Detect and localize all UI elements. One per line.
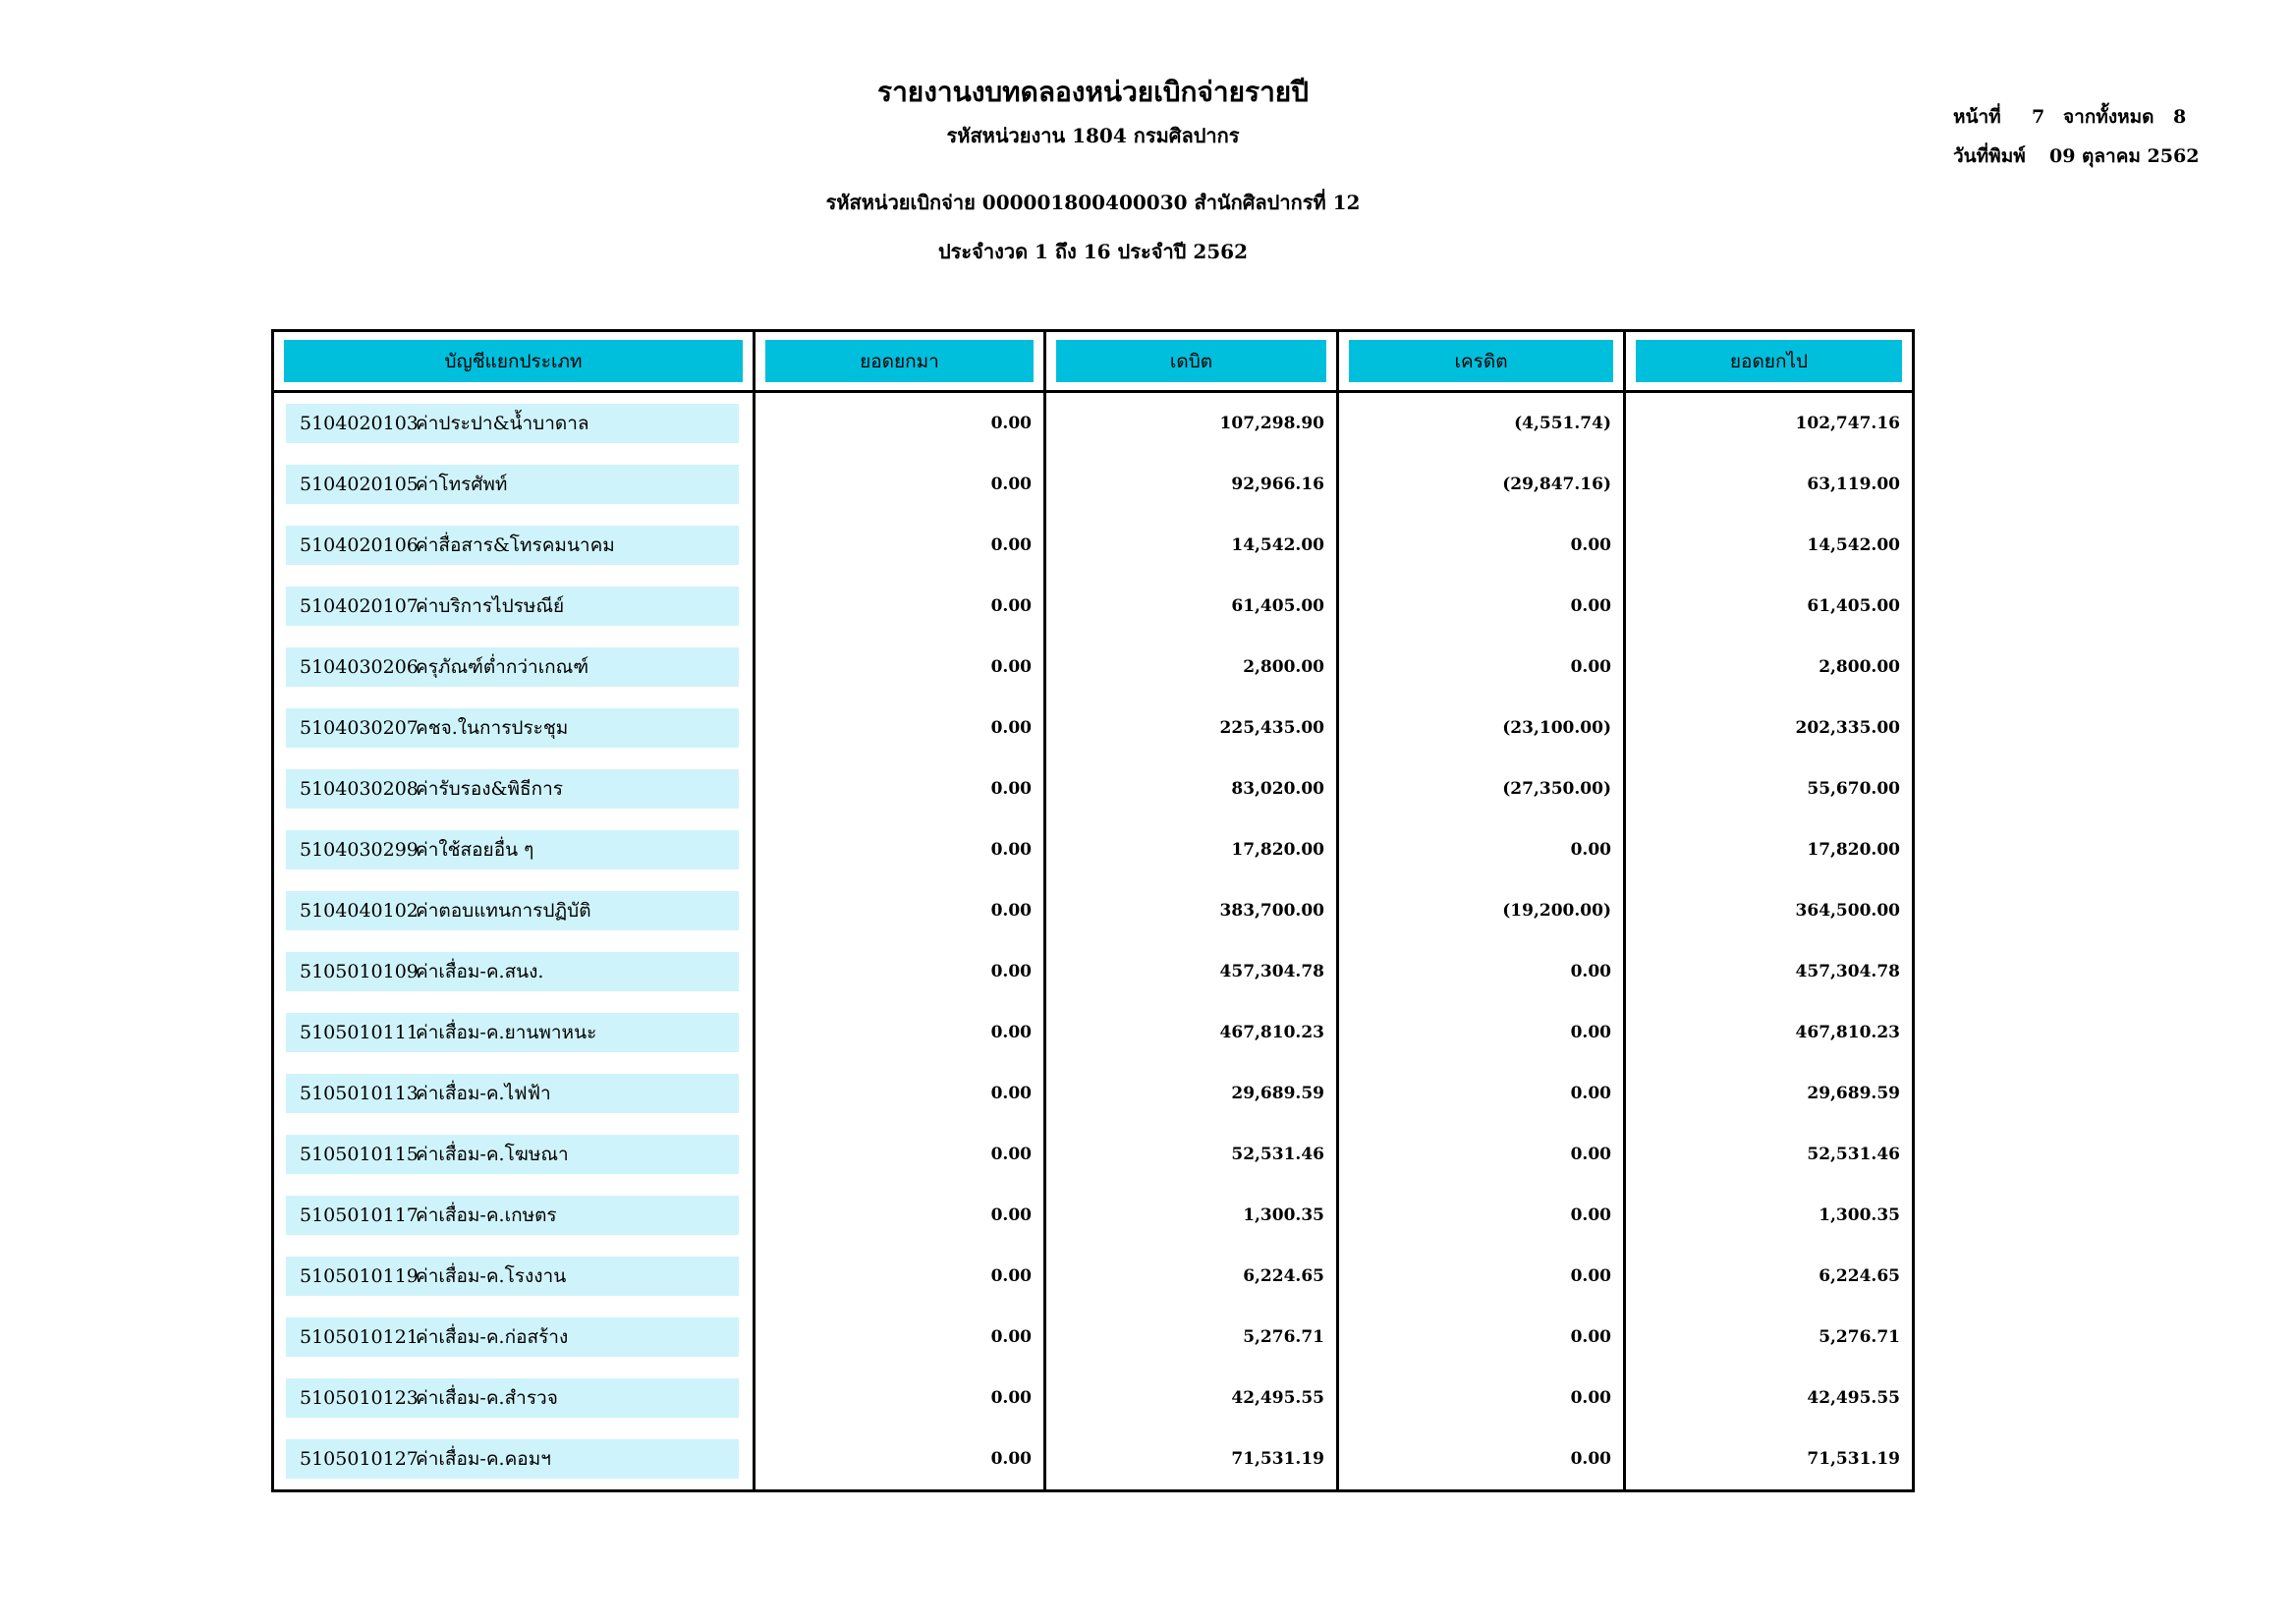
account-code: 5105010127 — [300, 1448, 419, 1470]
carried-forward-value: 17,820.00 — [1623, 819, 1912, 880]
account-code: 5105010115 — [300, 1144, 419, 1165]
column-header-credit: เครดิต — [1349, 340, 1613, 382]
account-name: ค่าโทรศัพท์ — [416, 474, 508, 495]
total-pages: 8 — [2173, 106, 2187, 128]
credit-value: (27,350.00) — [1336, 758, 1623, 819]
account-band — [286, 1317, 739, 1357]
carried-forward-value: 55,670.00 — [1623, 758, 1912, 819]
carried-forward-value: 102,747.16 — [1623, 393, 1912, 454]
debit-value: 457,304.78 — [1043, 941, 1336, 1002]
carried-forward-value: 42,495.55 — [1623, 1368, 1912, 1428]
carried-forward-value: 1,300.35 — [1623, 1185, 1912, 1246]
account-name: ค่าประปา&น้ำบาดาล — [416, 413, 589, 434]
brought-forward-value: 0.00 — [753, 1428, 1043, 1489]
credit-value: (29,847.16) — [1336, 454, 1623, 515]
account-code: 5105010121 — [300, 1326, 419, 1348]
debit-value: 83,020.00 — [1043, 758, 1336, 819]
print-date: 09 ตุลาคม 2562 — [2049, 145, 2200, 167]
account-name: ค่าตอบแทนการปฏิบัติ — [416, 900, 591, 922]
account-band — [286, 1257, 739, 1296]
carried-forward-value: 63,119.00 — [1623, 454, 1912, 515]
debit-value: 5,276.71 — [1043, 1307, 1336, 1368]
carried-forward-value: 6,224.65 — [1623, 1246, 1912, 1307]
column-header-brought-forward: ยอดยกมา — [765, 340, 1034, 382]
brought-forward-value: 0.00 — [753, 1063, 1043, 1124]
credit-value: 0.00 — [1336, 637, 1623, 698]
account-code: 5104040102 — [300, 900, 419, 922]
credit-value: 0.00 — [1336, 1428, 1623, 1489]
account-band — [286, 465, 739, 504]
account-code: 5104020105 — [300, 474, 419, 495]
period-line: ประจำงวด 1 ถึง 16 ประจำปี 2562 — [937, 240, 1249, 263]
table-row — [274, 1428, 1912, 1489]
debit-value: 61,405.00 — [1043, 576, 1336, 637]
account-band — [286, 526, 739, 565]
total-pages-label: จากทั้งหมด — [2063, 106, 2155, 128]
table-row — [274, 698, 1912, 758]
account-band — [286, 769, 739, 809]
table-row — [274, 637, 1912, 698]
account-name: คชจ.ในการประชุม — [416, 717, 569, 739]
debit-value: 17,820.00 — [1043, 819, 1336, 880]
account-band — [286, 1378, 739, 1418]
carried-forward-value: 29,689.59 — [1623, 1063, 1912, 1124]
table-row — [274, 1124, 1912, 1185]
agency-code-line: รหัสหน่วยงาน 1804 กรมศิลปากร — [946, 124, 1240, 147]
table-row — [274, 1246, 1912, 1307]
account-name: ค่าเสื่อม-ค.สำรวจ — [416, 1387, 558, 1409]
account-code: 5105010113 — [300, 1083, 419, 1104]
account-band — [286, 952, 739, 991]
brought-forward-value: 0.00 — [753, 1307, 1043, 1368]
credit-value: 0.00 — [1336, 819, 1623, 880]
account-name: ค่าเสื่อม-ค.เกษตร — [416, 1204, 557, 1226]
account-code: 5105010111 — [300, 1022, 419, 1043]
credit-value: 0.00 — [1336, 1307, 1623, 1368]
account-name: ค่าเสื่อม-ค.โรงงาน — [416, 1265, 567, 1287]
account-name: ค่าเสื่อม-ค.ยานพาหนะ — [416, 1022, 597, 1043]
credit-value: (23,100.00) — [1336, 698, 1623, 758]
account-name: ค่าสื่อสาร&โทรคมนาคม — [416, 534, 615, 556]
carried-forward-value: 5,276.71 — [1623, 1307, 1912, 1368]
account-name: ค่ารับรอง&พิธีการ — [416, 778, 563, 800]
brought-forward-value: 0.00 — [753, 576, 1043, 637]
carried-forward-value: 61,405.00 — [1623, 576, 1912, 637]
brought-forward-value: 0.00 — [753, 819, 1043, 880]
carried-forward-value: 457,304.78 — [1623, 941, 1912, 1002]
account-code: 5105010109 — [300, 961, 419, 982]
print-date-row — [1953, 141, 2199, 181]
table-row — [274, 819, 1912, 880]
table-row — [274, 454, 1912, 515]
table-header-row — [274, 332, 1912, 393]
account-band — [286, 891, 739, 930]
debit-value: 107,298.90 — [1043, 393, 1336, 454]
debit-value: 92,966.16 — [1043, 454, 1336, 515]
account-code: 5104030207 — [300, 717, 419, 739]
account-code: 5104030206 — [300, 656, 419, 678]
table-row — [274, 1368, 1912, 1428]
credit-value: 0.00 — [1336, 515, 1623, 576]
account-code: 5104030299 — [300, 839, 419, 861]
debit-value: 383,700.00 — [1043, 880, 1336, 941]
account-code: 5104030208 — [300, 778, 419, 800]
account-band — [286, 404, 739, 443]
credit-value: 0.00 — [1336, 1002, 1623, 1063]
credit-value: 0.00 — [1336, 1124, 1623, 1185]
brought-forward-value: 0.00 — [753, 515, 1043, 576]
brought-forward-value: 0.00 — [753, 1124, 1043, 1185]
table-row — [274, 393, 1912, 454]
debit-value: 29,689.59 — [1043, 1063, 1336, 1124]
debit-value: 52,531.46 — [1043, 1124, 1336, 1185]
account-name: ค่าบริการไปรษณีย์ — [416, 595, 565, 617]
table-body — [274, 393, 1912, 1489]
column-header-account: บัญชีแยกประเภท — [284, 340, 743, 382]
account-name: ค่าเสื่อม-ค.สนง. — [416, 961, 544, 982]
account-code: 5104020103 — [300, 413, 419, 434]
brought-forward-value: 0.00 — [753, 1246, 1043, 1307]
debit-value: 71,531.19 — [1043, 1428, 1336, 1489]
brought-forward-value: 0.00 — [753, 880, 1043, 941]
account-name: ค่าเสื่อม-ค.คอมฯ — [416, 1448, 551, 1470]
table-row — [274, 1002, 1912, 1063]
account-name: ครุภัณฑ์ต่ำกว่าเกณฑ์ — [416, 656, 589, 678]
table-row — [274, 1185, 1912, 1246]
table-row — [274, 941, 1912, 1002]
debit-value: 6,224.65 — [1043, 1246, 1336, 1307]
account-code: 5104020107 — [300, 595, 419, 617]
column-header-carried-forward: ยอดยกไป — [1636, 340, 1902, 382]
credit-value: 0.00 — [1336, 1246, 1623, 1307]
brought-forward-value: 0.00 — [753, 698, 1043, 758]
brought-forward-value: 0.00 — [753, 393, 1043, 454]
account-name: ค่าเสื่อม-ค.ก่อสร้าง — [416, 1326, 569, 1348]
table-row — [274, 880, 1912, 941]
brought-forward-value: 0.00 — [753, 1185, 1043, 1246]
account-band — [286, 708, 739, 748]
credit-value: 0.00 — [1336, 1368, 1623, 1428]
account-band — [286, 830, 739, 869]
debit-value: 14,542.00 — [1043, 515, 1336, 576]
credit-value: 0.00 — [1336, 1185, 1623, 1246]
account-name: ค่าเสื่อม-ค.ไฟฟ้า — [416, 1083, 551, 1104]
credit-value: 0.00 — [1336, 576, 1623, 637]
carried-forward-value: 52,531.46 — [1623, 1124, 1912, 1185]
credit-value: 0.00 — [1336, 1063, 1623, 1124]
table-row — [274, 758, 1912, 819]
brought-forward-value: 0.00 — [753, 758, 1043, 819]
account-code: 5105010123 — [300, 1387, 419, 1409]
account-code: 5105010119 — [300, 1265, 419, 1287]
debit-value: 42,495.55 — [1043, 1368, 1336, 1428]
carried-forward-value: 2,800.00 — [1623, 637, 1912, 698]
credit-value: (19,200.00) — [1336, 880, 1623, 941]
table-row — [274, 1307, 1912, 1368]
page-info — [1953, 102, 2199, 181]
account-band — [286, 1135, 739, 1174]
page-number: 7 — [2032, 106, 2045, 128]
carried-forward-value: 14,542.00 — [1623, 515, 1912, 576]
debit-value: 2,800.00 — [1043, 637, 1336, 698]
brought-forward-value: 0.00 — [753, 454, 1043, 515]
account-band — [286, 587, 739, 626]
report-title: รายงานงบทดลองหน่วยเบิกจ่ายรายปี — [877, 76, 1309, 108]
brought-forward-value: 0.00 — [753, 1368, 1043, 1428]
page-number-row — [1953, 102, 2199, 141]
brought-forward-value: 0.00 — [753, 637, 1043, 698]
page-label: หน้าที่ — [1953, 106, 2001, 128]
debit-value: 467,810.23 — [1043, 1002, 1336, 1063]
debit-value: 225,435.00 — [1043, 698, 1336, 758]
account-name: ค่าเสื่อม-ค.โฆษณา — [416, 1144, 569, 1165]
debit-value: 1,300.35 — [1043, 1185, 1336, 1246]
column-header-debit: เดบิต — [1056, 340, 1326, 382]
carried-forward-value: 467,810.23 — [1623, 1002, 1912, 1063]
account-band — [286, 1439, 739, 1479]
account-band — [286, 1074, 739, 1113]
brought-forward-value: 0.00 — [753, 941, 1043, 1002]
account-band — [286, 1013, 739, 1052]
table-row — [274, 1063, 1912, 1124]
credit-value: (4,551.74) — [1336, 393, 1623, 454]
table-row — [274, 515, 1912, 576]
trial-balance-table — [271, 329, 1915, 1492]
credit-value: 0.00 — [1336, 941, 1623, 1002]
disbursement-unit-line: รหัสหน่วยเบิกจ่าย 000001800400030 สำนักศิลปากรที่ 12 — [825, 191, 1361, 214]
account-band — [286, 647, 739, 687]
carried-forward-value: 364,500.00 — [1623, 880, 1912, 941]
carried-forward-value: 71,531.19 — [1623, 1428, 1912, 1489]
brought-forward-value: 0.00 — [753, 1002, 1043, 1063]
print-date-label: วันที่พิมพ์ — [1953, 145, 2026, 167]
table-row — [274, 576, 1912, 637]
account-code: 5104020106 — [300, 534, 419, 556]
account-code: 5105010117 — [300, 1204, 419, 1226]
account-band — [286, 1196, 739, 1235]
carried-forward-value: 202,335.00 — [1623, 698, 1912, 758]
account-name: ค่าใช้สอยอื่น ๆ — [416, 839, 534, 861]
